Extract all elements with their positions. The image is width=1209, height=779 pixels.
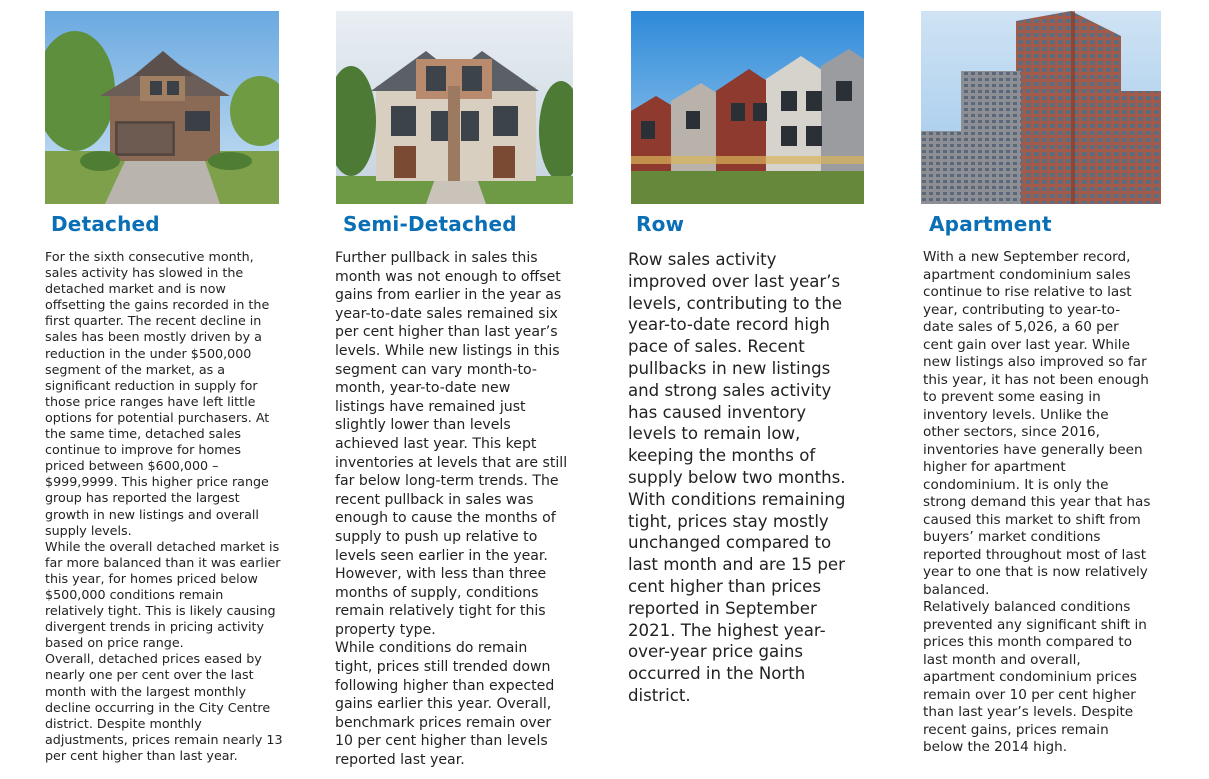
semi-detached-body <box>335 249 597 770</box>
detached-paragraph-2: While the overall detached market is far more balanced than it was earlier this year, for homes priced below $500,000 conditions remain relatively tight. This is likely causing divergent trends in pricing activity based on price range. <box>45 538 281 651</box>
detached-paragraph-1: For the sixth consecutive month, sales activity has slowed in the detached market and is now offsetting the gains recorded in the first quarter. The recent decline in sales has been mostly driven by a reduction in the under $500,000 segment of the market, as a significant reduction in supply for those price ranges have left little options for potential purchasers. At the same time, detached sales continue to improve for homes priced between $600,000 – $999,9999. This higher price range group has reported the largest growth in new listings and overall supply levels. <box>45 249 270 538</box>
detached-heading: Detached <box>51 212 160 236</box>
apartment-body <box>923 249 1193 757</box>
semi-detached-house-photo <box>336 11 573 204</box>
semi-detached-paragraph-2: While conditions do remain tight, prices still trended down following higher than expected gains earlier this year. Overall, benchmark prices remain over 10 per cent higher than levels reported last year. <box>335 640 555 769</box>
semi-detached-heading: Semi-Detached <box>343 212 517 236</box>
apartment-tower-photo <box>921 11 1161 204</box>
row-paragraph-1: Row sales activity improved over last year’s levels, contributing to the year-to-date record high pace of sales. Recent pullbacks in new listings and strong sales activity has caused inventory levels to remain low, keeping the months of supply below two months. With conditions remaining tight, prices stay mostly unchanged compared to last month and are 15 per cent higher than prices reported in September 2021. The highest year- over-year price gains occurred in the North district. <box>628 250 846 705</box>
row-houses-photo <box>631 11 864 204</box>
apartment-heading: Apartment <box>929 212 1052 236</box>
detached-house-photo <box>45 11 279 204</box>
semi-detached-paragraph-1: Further pullback in sales this month was not enough to offset gains from earlier in the year as year-to-date sales remained six per cent higher than last year’s levels. While new listings in this segment can vary month-to- month, year-to-date new listings have remained just slightly lower than levels achieved last year. This kept inventories at levels that are still far below long-term trends. The recent pullback in sales was enough to cause the months of supply to push up relative to levels seen earlier in the year. However, with less than three months of supply, conditions remain relatively tight for this property type. <box>335 250 568 638</box>
apartment-paragraph-1: With a new September record, apartment condominium sales continue to rise relative to last year, contributing to year-to- date sales of 5,026, a 60 per cent gain over last year. While new listings also improved so far this year, it has not been enough to prevent some easing in inventory levels. Unlike the other sectors, since 2016, inventories have generally been higher for apartment condominium. It is only the strong demand this year that has caused this market to shift from buyers’ market conditions reported throughout most of last year to one that is now relatively balanced. <box>923 249 1151 598</box>
row-body <box>628 249 878 707</box>
detached-paragraph-3: Overall, detached prices eased by nearly one per cent over the last month with the largest monthly decline occurring in the City Centre district. Despite monthly adjustments, prices remain nearly 13 per cent higher than last year. <box>45 651 283 763</box>
detached-body <box>45 249 295 764</box>
apartment-paragraph-2: Relatively balanced conditions prevented any significant shift in prices this month compared to last month and overall, apartment condominium prices remain over 10 per cent higher than last year’s levels. Despite recent gains, prices remain below the 2014 high. <box>923 599 1147 755</box>
row-heading: Row <box>636 212 685 236</box>
